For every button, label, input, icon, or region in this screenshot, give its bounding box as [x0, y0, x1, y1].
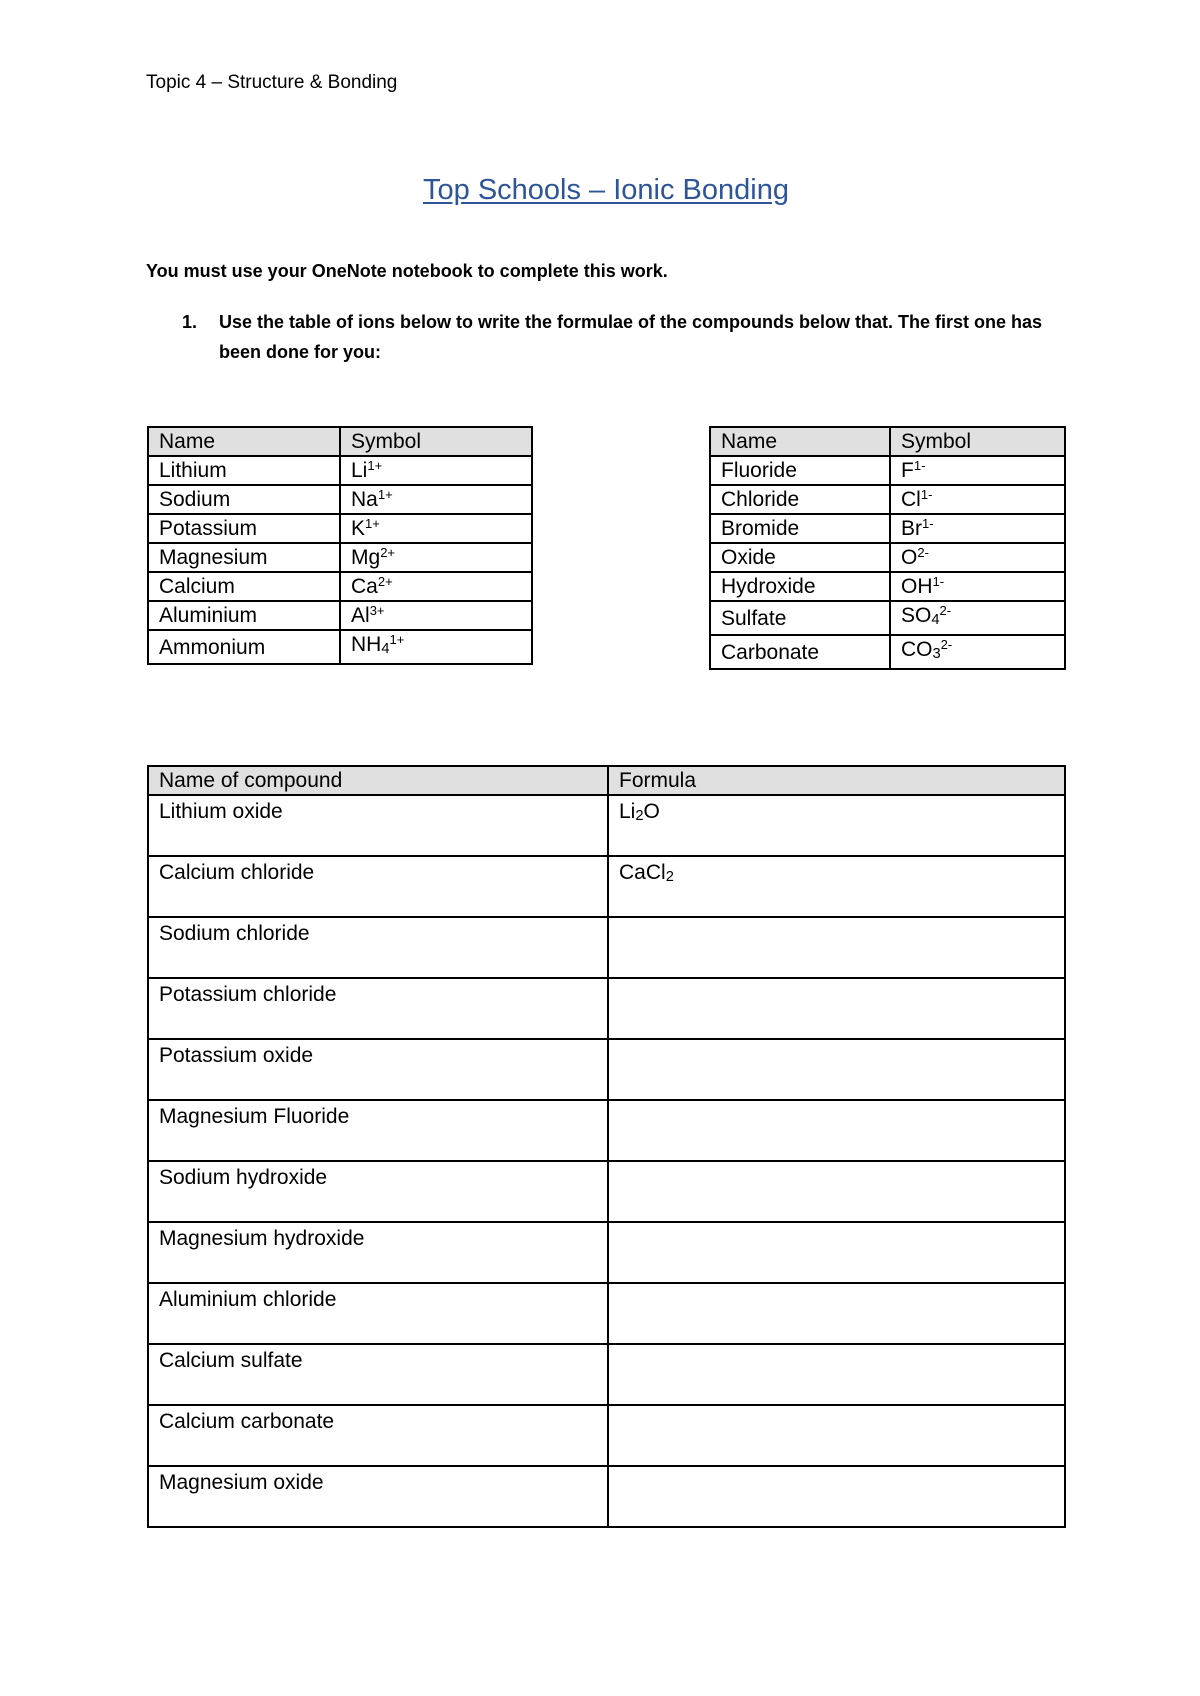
ion-symbol-base: Mg [351, 546, 381, 569]
column-header-name: Name [148, 427, 340, 456]
ion-symbol-subscript: 4 [381, 641, 390, 658]
question-number: 1. [182, 312, 198, 332]
table-header-row [710, 427, 1065, 456]
compound-name: Aluminium chloride [148, 1283, 608, 1344]
ion-symbol [890, 485, 1065, 514]
ion-symbol [340, 543, 532, 572]
ion-symbol [340, 601, 532, 630]
ion-name: Fluoride [710, 456, 890, 485]
ion-symbol-base: Br [901, 517, 922, 540]
ion-name: Ammonium [148, 630, 340, 664]
ion-symbol [890, 543, 1065, 572]
ion-name: Oxide [710, 543, 890, 572]
table-header-row [148, 427, 532, 456]
compound-name: Calcium chloride [148, 856, 608, 917]
table-row [710, 514, 1065, 543]
compound-name: Magnesium hydroxide [148, 1222, 608, 1283]
table-row [148, 456, 532, 485]
compound-name: Sodium hydroxide [148, 1161, 608, 1222]
instruction-text: You must use your OneNote notebook to complete this work. [146, 261, 668, 281]
formula-answer-cell[interactable] [608, 1161, 1065, 1222]
table-row [148, 856, 1065, 917]
ion-symbol-subscript: 4 [931, 612, 940, 629]
compound-name: Calcium carbonate [148, 1405, 608, 1466]
table-row [148, 601, 532, 630]
question-1 [146, 307, 1076, 367]
table-row [148, 978, 1065, 1039]
table-row [710, 635, 1065, 669]
ion-symbol-base: Ca [351, 575, 378, 598]
question-text: Use the table of ions below to write the formulae of the compounds below that. The first one has been done for you: [219, 312, 1043, 362]
compound-name: Magnesium oxide [148, 1466, 608, 1527]
table-row [148, 514, 532, 543]
positive-ions-table [147, 426, 533, 665]
ion-symbol [890, 635, 1065, 669]
ion-name: Magnesium [148, 543, 340, 572]
table-row [148, 1466, 1065, 1527]
table-row [710, 572, 1065, 601]
ion-charge: 2- [940, 637, 953, 653]
ion-symbol-base: SO [901, 604, 932, 627]
compounds-table [147, 765, 1066, 1528]
formula-answer-cell[interactable] [608, 1405, 1065, 1466]
ion-name: Bromide [710, 514, 890, 543]
table-row [148, 1100, 1065, 1161]
formula-answer-cell[interactable] [608, 978, 1065, 1039]
ion-charge: 1+ [377, 486, 393, 502]
ion-symbol [340, 630, 532, 664]
ion-symbol-subscript: 3 [932, 646, 941, 663]
formula-answer-cell[interactable] [608, 917, 1065, 978]
formula-answer-cell[interactable] [608, 1100, 1065, 1161]
ion-charge: 1- [913, 457, 926, 473]
ion-symbol-base: CO [901, 638, 933, 662]
table-row [148, 1161, 1065, 1222]
ion-symbol [890, 456, 1065, 485]
ion-symbol-base: Na [351, 488, 378, 511]
ion-symbol [340, 485, 532, 514]
ion-charge: 2- [917, 544, 929, 560]
table-row [148, 1039, 1065, 1100]
ion-symbol [890, 572, 1065, 601]
ion-symbol [340, 572, 532, 601]
formula-answer-cell[interactable] [608, 1039, 1065, 1100]
compound-name: Magnesium Fluoride [148, 1100, 608, 1161]
table-row [148, 917, 1065, 978]
formula-answer-cell[interactable] [608, 1283, 1065, 1344]
ion-charge: 1+ [365, 515, 380, 531]
ion-symbol-base: Al [351, 604, 370, 627]
table-row [148, 1222, 1065, 1283]
page-header: Topic 4 – Structure & Bonding [146, 72, 398, 93]
ion-name: Carbonate [710, 635, 890, 669]
table-row [148, 543, 532, 572]
table-row [148, 630, 532, 664]
formula-answer-cell[interactable] [608, 1344, 1065, 1405]
column-header-symbol: Symbol [890, 427, 1065, 456]
ion-charge: 2- [939, 602, 952, 618]
ion-symbol [890, 601, 1065, 635]
table-row [710, 601, 1065, 635]
table-row [710, 485, 1065, 514]
table-row [148, 485, 532, 514]
formula-answer-cell[interactable] [608, 856, 1065, 917]
ion-charge: 1- [920, 486, 933, 502]
formula-element: CaCl [619, 861, 666, 884]
ion-symbol-base: O [901, 546, 918, 569]
table-row [710, 456, 1065, 485]
compound-name: Calcium sulfate [148, 1344, 608, 1405]
negative-ions-table [709, 426, 1066, 670]
table-row [148, 795, 1065, 856]
ion-symbol [340, 456, 532, 485]
ion-name: Hydroxide [710, 572, 890, 601]
ion-symbol-base: F [901, 459, 914, 482]
ion-charge: 1+ [389, 631, 405, 647]
formula-subscript: 2 [665, 869, 674, 886]
ion-name: Sodium [148, 485, 340, 514]
formula-answer-cell[interactable] [608, 1466, 1065, 1527]
column-header-compound: Name of compound [148, 766, 608, 795]
table-header-row [148, 766, 1065, 795]
compound-name: Lithium oxide [148, 795, 608, 856]
formula-subscript: 2 [635, 808, 644, 825]
ion-charge: 1+ [367, 457, 383, 473]
ion-symbol [890, 514, 1065, 543]
ion-charge: 2+ [380, 544, 396, 560]
ion-symbol [340, 514, 532, 543]
table-row [148, 572, 532, 601]
ion-charge: 3+ [369, 602, 385, 618]
ion-charge: 1- [922, 515, 934, 531]
ion-symbol-base: Cl [901, 488, 921, 511]
ion-charge: 2+ [377, 573, 393, 589]
ion-name: Sulfate [710, 601, 890, 635]
table-row [710, 543, 1065, 572]
formula-answer-cell[interactable] [608, 1222, 1065, 1283]
compound-name: Potassium oxide [148, 1039, 608, 1100]
ion-symbol-base: Li [351, 459, 368, 482]
ion-name: Lithium [148, 456, 340, 485]
table-row [148, 1405, 1065, 1466]
column-header-formula: Formula [608, 766, 1065, 795]
ion-name: Potassium [148, 514, 340, 543]
compound-name: Potassium chloride [148, 978, 608, 1039]
formula-answer-cell[interactable] [608, 795, 1065, 856]
ion-charge: 1- [932, 573, 945, 589]
formula-element: O [643, 800, 660, 823]
table-row [148, 1344, 1065, 1405]
ion-name: Chloride [710, 485, 890, 514]
compound-name: Sodium chloride [148, 917, 608, 978]
ion-name: Calcium [148, 572, 340, 601]
ion-symbol-base: K [351, 517, 366, 540]
table-row [148, 1283, 1065, 1344]
ion-name: Aluminium [148, 601, 340, 630]
page-title: Top Schools – Ionic Bonding [423, 174, 789, 206]
ion-symbol-base: OH [901, 575, 933, 598]
formula-element: Li [619, 800, 636, 823]
ion-symbol-base: NH [351, 633, 382, 656]
column-header-name: Name [710, 427, 890, 456]
column-header-symbol: Symbol [340, 427, 532, 456]
